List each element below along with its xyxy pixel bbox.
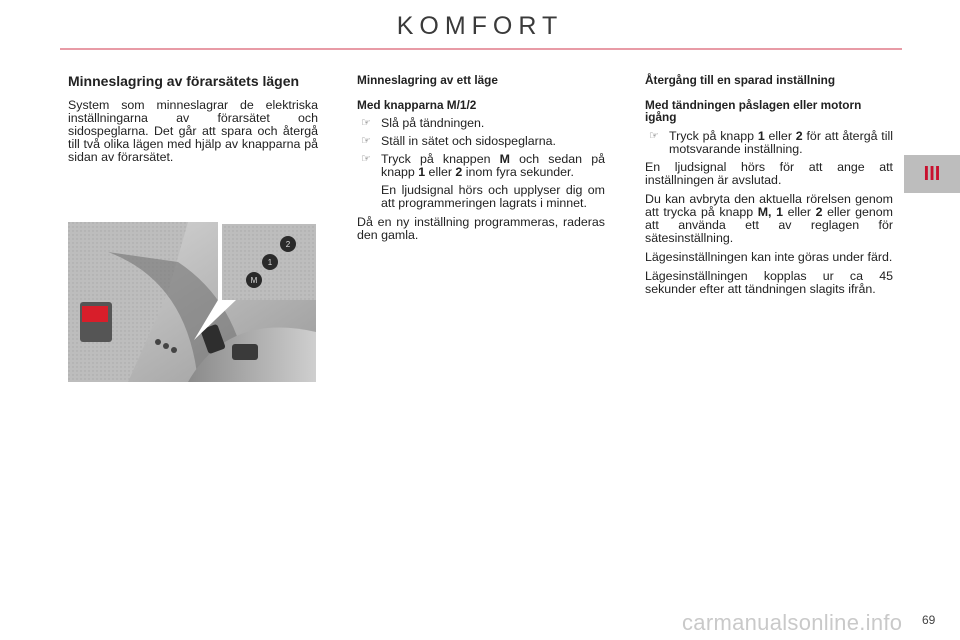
recall-while-driving: Lägesinställningen kan inte göras under färd. bbox=[645, 249, 893, 264]
pointing-hand-icon: ☞ bbox=[649, 129, 659, 142]
section-heading-recall: Återgång till en sparad inställning bbox=[645, 73, 836, 87]
svg-text:1: 1 bbox=[267, 258, 273, 267]
recall-cancel: Du kan avbryta den aktuella rörelsen genom att trycka på knapp M, 1 eller 2 eller genom att använda ett av reglagen för sätesinställning. bbox=[645, 191, 893, 245]
overwrite-note: Då en ny inställning programmeras, raderas den gamla. bbox=[357, 215, 605, 242]
seat-photo-svg bbox=[68, 222, 316, 382]
step-press-recall: ☞ Tryck på knapp 1 eller 2 för att återgå till motsvarande inställning. bbox=[649, 128, 893, 156]
subheading-ignition: Med tändningen påslagen eller motorn igång bbox=[645, 97, 862, 124]
subheading-buttons: Med knapparna M/1/2 bbox=[357, 97, 477, 112]
intro-paragraph: System som minneslagrar de elektriska inställningarna av förarsätet och sidospeglarna. Det går att spara och återgå till två olika lägen med hjälp av knapparna på sidan av förarsätet. bbox=[68, 98, 318, 164]
page-title: KOMFORT bbox=[396, 12, 564, 40]
pointing-hand-icon: ☞ bbox=[361, 153, 371, 165]
recall-timeout: Lägesinställningen kopplas ur ca 45 sekunder efter att tändningen slagits ifrån. bbox=[645, 268, 893, 296]
watermark: carmanualsonline.info bbox=[682, 610, 903, 635]
section-heading-memory: Minneslagring av förarsätets lägen bbox=[68, 73, 300, 89]
chapter-tab: III bbox=[904, 155, 960, 193]
step-adjust: ☞ Ställ in sätet och sidospeglarna. bbox=[361, 134, 556, 148]
svg-text:M: M bbox=[250, 276, 258, 285]
seat-memory-illustration bbox=[68, 222, 316, 382]
step-press-m: ☞ Tryck på knappen M och sedan på knapp 1 eller 2 inom fyra sekunder. bbox=[361, 152, 605, 179]
column-intro bbox=[68, 74, 318, 170]
pointing-hand-icon: ☞ bbox=[361, 117, 371, 129]
pointing-hand-icon: ☞ bbox=[361, 135, 371, 147]
page-number: 69 bbox=[922, 613, 936, 627]
svg-text:2: 2 bbox=[285, 240, 291, 249]
column-recall-position bbox=[645, 74, 893, 302]
step-note: En ljudsignal hörs och upplyser dig om att programmeringen lagrats i minnet. bbox=[381, 183, 605, 210]
section-heading-store: Minneslagring av ett läge bbox=[357, 73, 498, 87]
header-divider bbox=[60, 48, 902, 50]
column-store-position bbox=[357, 74, 605, 248]
step-ignition: ☞ Slå på tändningen. bbox=[361, 116, 485, 130]
recall-confirm: En ljudsignal hörs för att ange att inställningen är avslutad. bbox=[645, 159, 893, 187]
